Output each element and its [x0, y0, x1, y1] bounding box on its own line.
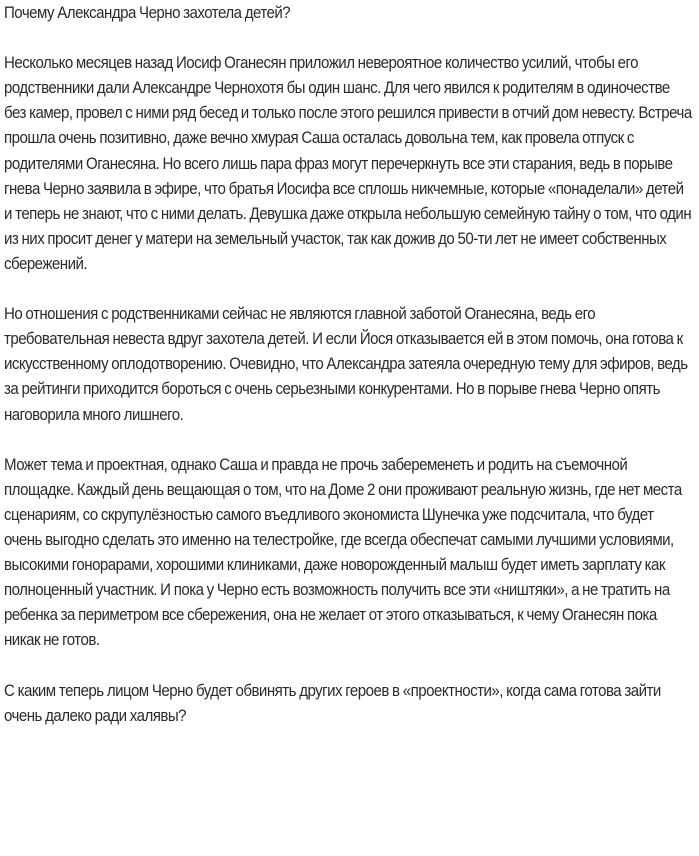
paragraph-3: Может тема и проектная, однако Саша и правда не прочь забеременеть и родить на съемочной площадке. Каждый день вещающая о том, что на Доме 2 они проживают реальную жизнь, где нет места сценариям, со скрупулёзностью самого въедливого экономиста Шунечка уже подсчитала, что будет очень выгодно сделать это именно на телестройке, где всегда обеспечат самыми лучшими условиями, высокими гонорарами, хорошими клиниками, даже новорожденный малыш будет иметь зарплату как полноценный участник. И пока у Черно есть возможность получить все эти «ништяки», а не тратить на ребенка за периметром все сбережения, она не желает от этого отказываться, к чему Оганесян пока никак не готов. — [4, 455, 682, 650]
paragraph-1: Несколько месяцев назад Иосиф Оганесян приложил невероятное количество усилий, чтобы его родственники дали Александре Чернохотя бы один шанс. Для чего явился к родителям в одиночестве без камер, провел с ними ряд бесед и только после этого решился привести в отчий дом невесту. Встреча прошла очень позитивно, даже вечно хмурая Саша осталась довольна тем, как провела отпуск с родителями Оганесяна. Но всего лишь пара фраз могут перечеркнуть все эти старания, ведь в порыве гнева Черно заявила в эфире, что братья Иосифа все сплошь никчемные, которые «понаделали» детей и теперь не знают, что с ними делать. Девушка даже открыла небольшую семейную тайну о том, что один из них просит денег у матери на земельный участок, так как дожив до 50-ти лет не имеет собственных сбережений. — [4, 54, 692, 273]
paragraph-2: Но отношения с родственниками сейчас не являются главной заботой Оганесяна, ведь его требовательная невеста вдруг захотела детей. И если Йося отказывается ей в этом помочь, она готова к искусственному оплодотворению. Очевидно, что Александра затеяла очередную тему для эфиров, ведь за рейтинги приходится бороться с очень серьезными конкурентами. Но в порыве гнева Черно опять наговорила много лишнего. — [4, 305, 688, 424]
article-title: Почему Александра Черно захотела детей? — [4, 4, 291, 22]
article-body — [4, 0, 694, 729]
paragraph-4: С каким теперь лицом Черно будет обвинять других героев в «проектности», когда сама готова зайти очень далеко ради халявы? — [4, 681, 661, 725]
